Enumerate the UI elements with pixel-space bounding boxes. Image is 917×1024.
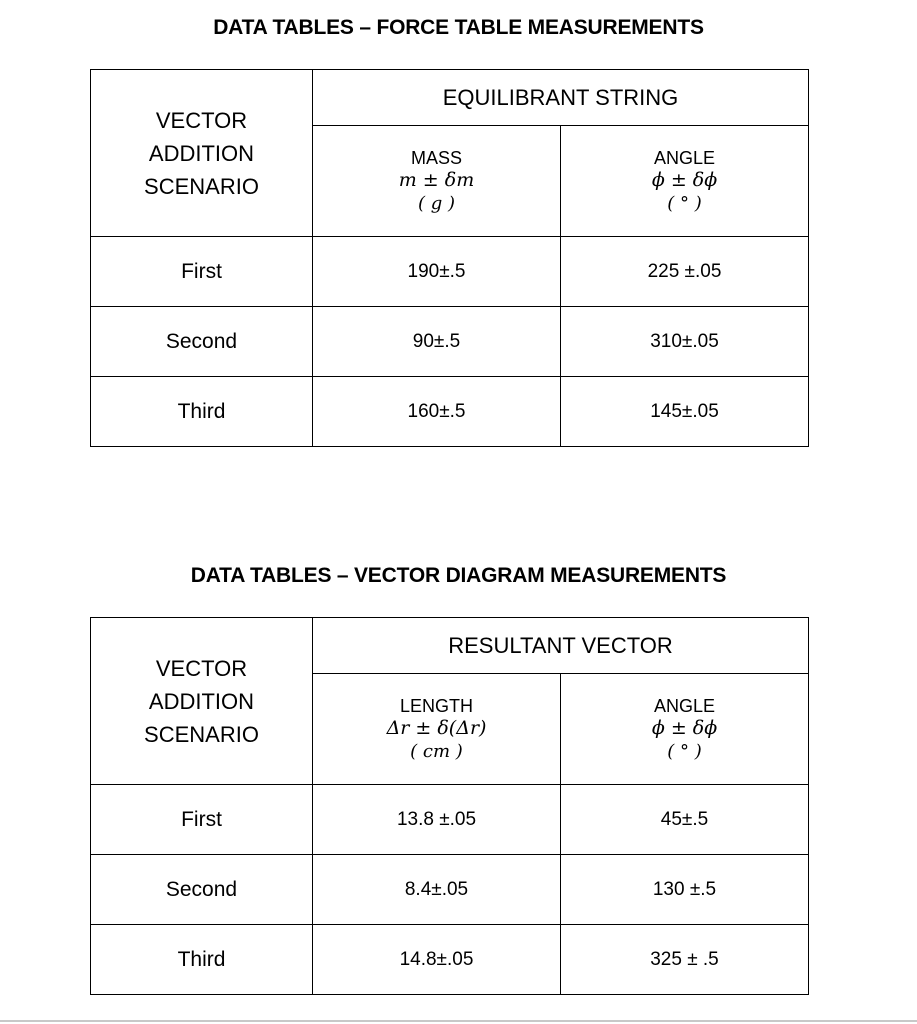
mass-value: 160±.5 (313, 377, 561, 447)
angle-header: ANGLE (653, 147, 716, 168)
table-row (91, 377, 809, 447)
angle-header: ANGLE (653, 695, 716, 716)
row-label: First (91, 785, 313, 855)
angle-value: 130 ±.5 (561, 855, 809, 925)
length-header: LENGTH (399, 695, 473, 716)
length-value: 14.8±.05 (313, 925, 561, 995)
length-value: 8.4±.05 (313, 855, 561, 925)
length-unit: ( cm ) (410, 740, 463, 762)
equilibrant-string-header: EQUILIBRANT STRING (313, 70, 809, 126)
length-header-cell (313, 674, 561, 785)
mass-unit: ( g ) (417, 192, 455, 214)
angle-unit: ( ° ) (667, 740, 702, 762)
mass-symbol: m ± δm (398, 169, 475, 192)
scenario-header-cell (91, 70, 313, 237)
mass-value: 190±.5 (313, 237, 561, 307)
mass-value: 90±.5 (313, 307, 561, 377)
row-label: Second (91, 855, 313, 925)
table-row (91, 237, 809, 307)
row-label: Second (91, 307, 313, 377)
angle-symbol: ϕ ± δϕ (651, 717, 718, 740)
angle-header-cell (561, 674, 809, 785)
row-label: First (91, 237, 313, 307)
scenario-header-cell (91, 618, 313, 785)
table-row (91, 307, 809, 377)
length-symbol: Δr ± δ(Δr) (386, 717, 487, 740)
row-label: Third (91, 377, 313, 447)
scenario-header: VECTOR ADDITION SCENARIO (144, 655, 259, 747)
angle-value: 225 ±.05 (561, 237, 809, 307)
angle-value: 45±.5 (561, 785, 809, 855)
vector-diagram-measurements-table (90, 617, 809, 995)
scenario-header: VECTOR ADDITION SCENARIO (144, 107, 259, 199)
resultant-vector-header: RESULTANT VECTOR (313, 618, 809, 674)
table-row (91, 785, 809, 855)
angle-value: 145±.05 (561, 377, 809, 447)
angle-header-cell (561, 126, 809, 237)
table-row (91, 925, 809, 995)
force-table-title: DATA TABLES – FORCE TABLE MEASUREMENTS (213, 16, 704, 39)
angle-unit: ( ° ) (667, 192, 702, 214)
mass-header: MASS (410, 147, 462, 168)
angle-symbol: ϕ ± δϕ (651, 169, 718, 192)
force-table-measurements-table (90, 69, 809, 447)
page-bottom-divider (0, 1020, 917, 1022)
header-row (91, 70, 809, 126)
mass-header-cell (313, 126, 561, 237)
vector-diagram-title: DATA TABLES – VECTOR DIAGRAM MEASUREMENTS (190, 564, 727, 587)
angle-value: 325 ± .5 (561, 925, 809, 995)
length-value: 13.8 ±.05 (313, 785, 561, 855)
row-label: Third (91, 925, 313, 995)
table-row (91, 855, 809, 925)
header-row (91, 618, 809, 674)
angle-value: 310±.05 (561, 307, 809, 377)
